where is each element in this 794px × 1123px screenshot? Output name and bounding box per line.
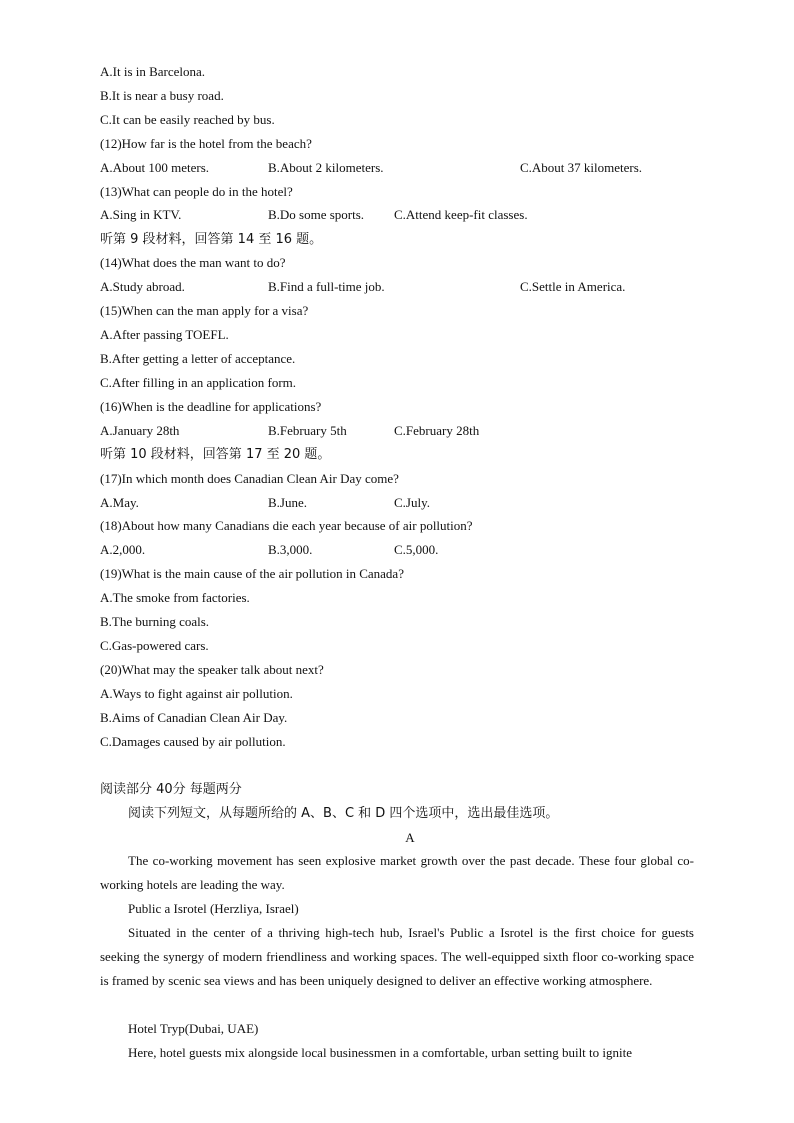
q13-option-b: B.Do some sports. [268, 207, 365, 222]
q18-option-b: B.3,000. [268, 542, 313, 557]
q19-option-b: B.The burning coals. [100, 614, 210, 629]
q13-stem: (13)What can people do in the hotel? [100, 184, 293, 199]
q17-option-c: C.July. [394, 495, 430, 510]
q20-option-b: B.Aims of Canadian Clean Air Day. [100, 710, 288, 725]
q17-option-b: B.June. [268, 495, 307, 510]
q20-option-a: A.Ways to fight against air pollution. [100, 686, 293, 701]
q13-option-c: C.Attend keep-fit classes. [394, 207, 528, 222]
q11-option-c: C.It can be easily reached by bus. [100, 112, 275, 127]
q12-option-a: A.About 100 meters. [100, 160, 210, 175]
q19-option-a: A.The smoke from factories. [100, 590, 250, 605]
q14-option-c: C.Settle in America. [520, 279, 626, 294]
q17-option-a: A.May. [100, 495, 139, 510]
q19-option-c: C.Gas-powered cars. [100, 638, 209, 653]
q14-option-b: B.Find a full-time job. [268, 279, 385, 294]
q15-option-b: B.After getting a letter of acceptance. [100, 351, 296, 366]
q12-option-c: C.About 37 kilometers. [520, 160, 643, 175]
q18-option-c: C.5,000. [394, 542, 439, 557]
q16-stem: (16)When is the deadline for applications? [100, 399, 322, 414]
hotel-2-description: Here, hotel guests mix alongside local businessmen in a comfortable, urban setting built to ignite [128, 1045, 633, 1060]
q20-stem: (20)What may the speaker talk about next? [100, 662, 324, 677]
hotel-1-name: Public a Isrotel (Herzliya, Israel) [128, 901, 299, 916]
q14-option-a: A.Study abroad. [100, 279, 185, 294]
q18-option-a: A.2,000. [100, 542, 146, 557]
passage-intro: The co-working movement has seen explosive market growth over the past decade. These four global co-working hotels are leading the way. [100, 853, 694, 892]
section-10-heading: 听第 10 段材料，回答第 17 至 20 题。 [100, 447, 331, 462]
q15-stem: (15)When can the man apply for a visa? [100, 303, 309, 318]
q15-option-a: A.After passing TOEFL. [100, 327, 229, 342]
q19-stem: (19)What is the main cause of the air pollution in Canada? [100, 566, 404, 581]
reading-instruction: 阅读下列短文，从每题所给的 A、B、C 和 D 四个选项中，选出最佳选项。 [128, 806, 559, 821]
q12-option-b: B.About 2 kilometers. [268, 160, 384, 175]
q16-option-b: B.February 5th [268, 423, 347, 438]
q11-option-b: B.It is near a busy road. [100, 88, 224, 103]
hotel-2-name: Hotel Tryp(Dubai, UAE) [128, 1021, 259, 1036]
q15-option-c: C.After filling in an application form. [100, 375, 297, 390]
q18-stem: (18)About how many Canadians die each year because of air pollution? [100, 518, 473, 533]
q16-option-a: A.January 28th [100, 423, 180, 438]
reading-section-header: 阅读部分 40分 每题两分 [100, 782, 242, 797]
q17-stem: (17)In which month does Canadian Clean Air Day come? [100, 471, 399, 486]
q12-stem: (12)How far is the hotel from the beach? [100, 136, 312, 151]
q20-option-c: C.Damages caused by air pollution. [100, 734, 286, 749]
section-9-heading: 听第 9 段材料，回答第 14 至 16 题。 [100, 232, 323, 247]
q16-option-c: C.February 28th [394, 423, 480, 438]
q11-option-a: A.It is in Barcelona. [100, 64, 206, 79]
hotel-1-description: Situated in the center of a thriving high-tech hub, Israel's Public a Isrotel is the first choice for guests seeking the synergy of modern friendliness and working spaces. The well-equipped sixth floor co-working space is framed by scenic sea views and has been uniquely designed to deliver an effective working atmosphere. [100, 925, 694, 988]
passage-label: A [405, 830, 415, 845]
q14-stem: (14)What does the man want to do? [100, 255, 286, 270]
q13-option-a: A.Sing in KTV. [100, 207, 182, 222]
